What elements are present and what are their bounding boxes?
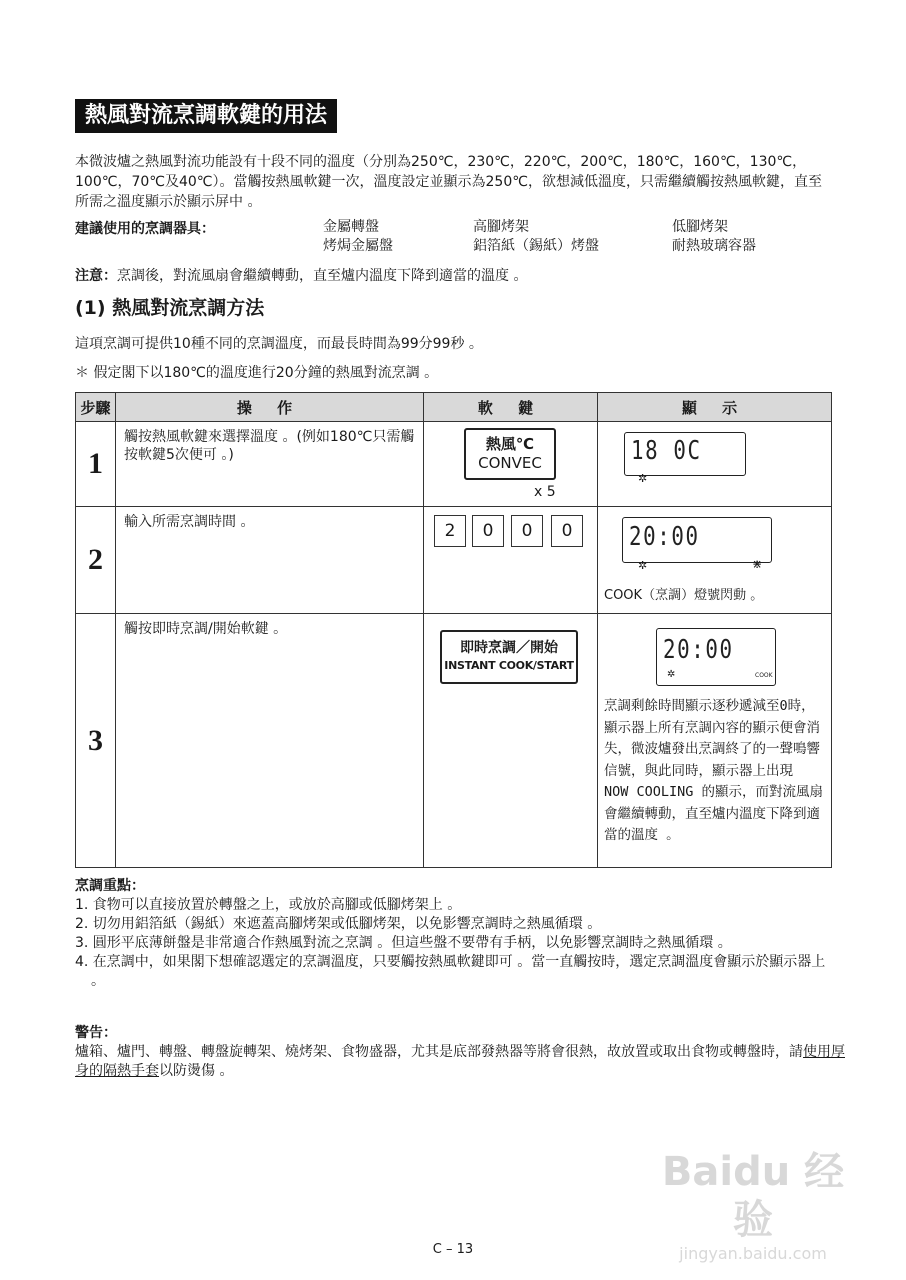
digit-key[interactable]: 2	[434, 515, 466, 547]
operation-text: 觸按熱風軟鍵來選擇溫度 。(例如180℃只需觸按軟鍵5次便可 。)	[124, 429, 415, 463]
notice-text: 烹調後，對流風扇會繼續轉動，直至爐内溫度下降到適當的溫度 。	[117, 268, 528, 284]
lcd-readout: 18 0C	[631, 436, 702, 466]
utensil-item: 低腳烤架	[672, 219, 728, 235]
start-key-label-en: INSTANT COOK/START	[444, 659, 574, 672]
cook-indicator: COOK	[755, 672, 773, 679]
warning-text-before: 爐箱、爐門、轉盤、轉盤旋轉架、燒烤架、食物盛器，尤其是底部發熱器等將會很熱，故放置或取出食物或轉盤時，請	[75, 1044, 803, 1060]
lcd-readout: 20:00	[629, 522, 700, 552]
lcd-display	[624, 432, 746, 476]
display-cell	[598, 614, 832, 868]
instant-cook-start-key[interactable]	[440, 630, 578, 684]
header-key: 軟 鍵	[424, 393, 598, 422]
steps-table	[75, 392, 832, 868]
page-title: 熱風對流烹調軟鍵的用法	[75, 99, 337, 133]
step-number: 3	[76, 614, 116, 868]
table-row	[76, 614, 832, 868]
operation-text: 輸入所需烹調時間 。	[124, 514, 255, 530]
operation-cell	[116, 507, 424, 614]
utensil-item: 鋁箔紙（錫紙）烤盤	[473, 238, 599, 254]
key-cell	[424, 507, 598, 614]
lcd-display	[656, 628, 776, 686]
utensil-item: 耐熱玻璃容器	[672, 238, 756, 254]
digit-key[interactable]: 0	[472, 515, 504, 547]
digit-key[interactable]: 0	[511, 515, 543, 547]
lcd-display	[622, 517, 772, 563]
lcd-readout: 20:00	[663, 635, 734, 665]
display-cell	[598, 422, 832, 507]
convec-key-label-en: CONVEC	[478, 454, 542, 472]
display-description: 烹調剩餘時間顯示逐秒遞減至0時，顯示器上所有烹調內容的顯示便會消失，微波爐發出烹調終了的一聲鳴響信號，與此同時，顯示器上出現 NOW COOLING 的顯示，而對流風扇會繼續轉動，直至爐内溫度下降到適當的溫度 。	[604, 698, 824, 843]
display-description: COOK（烹調）燈號閃動 。	[604, 588, 764, 603]
section-description: 這項烹調可提供10種不同的烹調溫度，而最長時間為99分99秒 。	[75, 336, 483, 352]
tip-item: 4. 在烹調中，如果閣下想確認選定的烹調溫度，只要觸按熱風軟鍵即可 。當一直觸按時，選定烹調溫度會顯示於顯示器上 。	[75, 954, 826, 989]
operation-cell	[116, 614, 424, 868]
display-cell	[598, 507, 832, 614]
cook-flash-icon: ⋇	[752, 557, 763, 571]
header-display: 顯 示	[598, 393, 832, 422]
operation-text: 觸按即時烹調/開始軟鍵 。	[124, 621, 288, 637]
step-number: 2	[76, 507, 116, 614]
table-row	[76, 507, 832, 614]
convec-key[interactable]	[464, 428, 556, 480]
notice	[75, 265, 527, 285]
warning	[75, 1024, 845, 1081]
intro-paragraph: 本微波爐之熱風對流功能設有十段不同的溫度（分別為250℃，230℃，220℃，200℃，180℃，160℃，130℃，100℃，70℃及40℃）。當觸按熱風軟鍵一次，溫度設定並顯示為250℃，欲想減低溫度，只需繼續觸按熱風軟鍵，直至所需之溫度顯示於顯示屏中 。	[75, 154, 822, 210]
assumption-note: ＊ 假定閣下以180℃的溫度進行20分鐘的熱風對流烹調 。	[75, 365, 439, 381]
warning-heading: 警告：	[75, 1025, 117, 1041]
warning-text-underlined: 使用厚身的隔熱手套	[75, 1044, 845, 1079]
header-step: 步驟	[76, 393, 116, 422]
notice-label: 注意：	[75, 268, 117, 284]
page-number: C – 13	[432, 1242, 474, 1257]
utensil-item: 金屬轉盤	[323, 219, 379, 235]
digit-key[interactable]: 0	[551, 515, 583, 547]
start-key-label-zh: 即時烹調／開始	[460, 640, 558, 656]
step-number: 1	[76, 422, 116, 507]
header-operation: 操 作	[116, 393, 424, 422]
warning-text-after: 以防燙傷 。	[159, 1063, 234, 1079]
table-header-row	[76, 393, 832, 422]
warning-text	[75, 1043, 845, 1081]
tip-item: 1. 食物可以直接放置於轉盤之上，或放於高腳或低腳烤架上 。	[75, 897, 462, 913]
fan-indicator-icon: ✲	[667, 669, 676, 680]
section-heading: (1) 熱風對流烹調方法	[75, 297, 265, 319]
utensil-item: 烤焗金屬盤	[323, 238, 393, 254]
utensils-label: 建議使用的烹調器具：	[75, 221, 215, 237]
utensil-item: 高腳烤架	[473, 219, 529, 235]
tips-heading: 烹調重點：	[75, 878, 145, 894]
tip-item: 3. 圓形平底薄餅盤是非常適合作熱風對流之烹調 。但這些盤不要帶有手柄，以免影響烹調時之熱風循環 。	[75, 935, 732, 951]
tip-item: 2. 切勿用鋁箔紙（錫紙）來遮蓋高腳烤架或低腳烤架，以免影響烹調時之熱風循環 。	[75, 916, 602, 932]
watermark-logo: Baidu 经验	[661, 1149, 845, 1243]
operation-cell	[116, 422, 424, 507]
table-row	[76, 422, 832, 507]
fan-indicator-icon: ✲	[638, 559, 648, 572]
convec-key-label-zh: 熱風℃	[485, 435, 535, 453]
key-cell	[424, 422, 598, 507]
watermark-url: jingyan.baidu.com	[679, 1244, 827, 1263]
fan-indicator-icon: ✲	[638, 472, 648, 485]
press-count: x 5	[534, 484, 556, 500]
cooking-tips	[75, 877, 840, 991]
key-cell	[424, 614, 598, 868]
